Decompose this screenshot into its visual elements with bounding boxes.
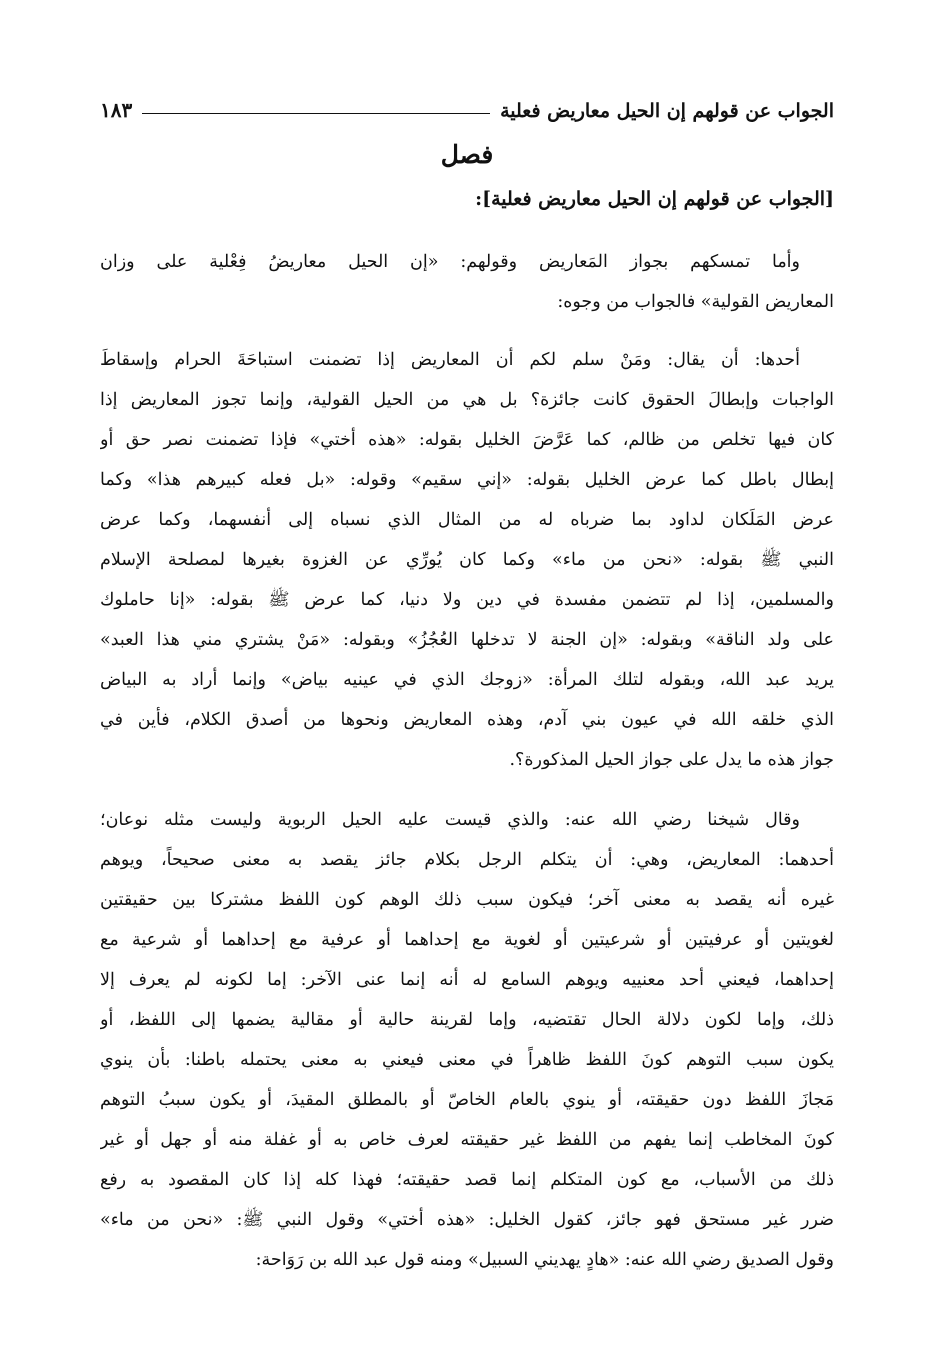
text-line: عرض المَلَكان لداود بما ضرباه له من المثال الذي نسباه إلى أنفسهما، وكما عرض xyxy=(100,510,834,530)
text-line: كونَ المخاطب إنما يفهم من اللفظ غير حقيقته لعرف خاص به أو غفلة منه أو جهل أو غير xyxy=(100,1130,834,1150)
text-line: لغويتين أو عرفيتين أو شرعيتين أو لغوية مع إحداهما أو عرفية مع إحداهما أو شرعية مع xyxy=(100,930,834,950)
text-line: على ولد الناقة» وبقوله: «إن الجنة لا تدخلها العُجُزُ» وبقوله: «مَنْ يشتري مني هذا العبد» xyxy=(100,630,834,650)
header-rule xyxy=(142,113,490,114)
text-line: ضرر غير مستحق فهو جائز، كقول الخليل: «هذه أختي» وقول النبي ﷺ: «نحن من ماء» xyxy=(100,1210,834,1230)
text-line: وقول الصديق رضي الله عنه: «هادٍ يهديني السبيل» ومنه قول عبد الله بن رَوَاحة: xyxy=(255,1250,834,1270)
text-line: كان فيها تخلص من ظالم، كما عَرَّضَ الخليل بقوله: «هذه أختي» فإذا تضمنت نصر حق أو xyxy=(100,430,834,450)
text-line: ذلك، وإما لكون دلالة الحال تقتضيه، وإما لقرينة حالية أو مقالية يضمها إلى اللفظ، أو xyxy=(100,1010,834,1030)
text-line: النبي ﷺ بقوله: «نحن من ماء» وكما كان يُورِّي عن الغزوة بغيرها لمصلحة الإسلام xyxy=(100,550,834,570)
text-line: إحداهما، فيعني أحد معنييه ويوهم السامع له أنه إنما عنى الآخر: إما لكونه لم يعرف إلا xyxy=(100,970,834,990)
section-heading: فصل xyxy=(440,140,494,169)
paragraph-1 xyxy=(100,242,834,322)
section-subtitle: [الجواب عن قولهم إن الحيل معاريض فعلية]: xyxy=(475,188,834,210)
text-line: وقال شيخنا رضي الله عنه: والذي قيست عليه الحيل الربوية وليست مثله نوعان؛ xyxy=(100,810,800,830)
text-line: أحدهما: المعاريض، وهي: أن يتكلم الرجل بكلام جائز يقصد به معنى صحيحاً، ويوهم xyxy=(100,850,834,870)
text-line: يكون سبب التوهم كونَ اللفظ ظاهراً في معنى فيعني به معنى يحتمله باطنا: بأن ينوي xyxy=(100,1050,834,1070)
text-line: يريد عبد الله، وبقوله لتلك المرأة: «زوجك الذي في عينيه بياض» وإنما أراد به البياض xyxy=(100,670,834,690)
text-line: مَجازَ اللفظ دون حقيقته، أو ينوي بالعام الخاصّ أو بالمطلق المقيدَ، أو يكون سببُ التوهم xyxy=(100,1090,834,1110)
text-line: ذلك من الأسباب، مع كون المتكلم إنما قصد حقيقته؛ فهذا كله إذا كان المقصود به رفع xyxy=(100,1170,834,1190)
paragraph-2 xyxy=(100,340,834,780)
paragraph-3 xyxy=(100,800,834,1280)
text-line: الذي خلقه الله في عيون بني آدم، وهذه المعاريض ونحوها من أصدق الكلام، فأين في xyxy=(100,710,834,730)
text-line: وأما تمسكهم بجواز المَعاريض وقولهم: «إن الحيل معاريضُ فِعْلية على وزان xyxy=(100,252,800,272)
text-line: الواجبات وإبطالَ الحقوق كانت جائزة؟ بل هي من الحيل القولية، وإنما تجوز المعاريض إذا xyxy=(100,390,834,410)
text-line: إبطال باطل كما عرض الخليل بقوله: «إني سقيم» وقوله: «بل فعله كبيرهم هذا» وكما xyxy=(100,470,834,490)
running-title: الجواب عن قولهم إن الحيل معاريض فعلية xyxy=(500,100,834,122)
text-line: أحدها: أن يقال: ومَنْ سلم لكم أن المعاريض إذا تضمنت استباحَةَ الحرام وإسقاطَ xyxy=(100,350,800,370)
text-line: والمسلمين، إذا لم تتضمن مفسدة في دين ولا دنيا، كما عرض ﷺ بقوله: «إنا حاملوك xyxy=(100,590,834,610)
text-line: جواز هذه ما يدل على جواز الحيل المذكورة؟. xyxy=(509,750,834,770)
page-number: ١٨٣ xyxy=(100,98,133,122)
text-line: غيره أنه يقصد به معنى آخر؛ فيكون سبب ذلك الوهم كون اللفظ مشتركا بين حقيقتين xyxy=(100,890,834,910)
text-line: المعاريض القولية» فالجواب من وجوه: xyxy=(557,292,834,312)
page-header xyxy=(100,86,834,122)
